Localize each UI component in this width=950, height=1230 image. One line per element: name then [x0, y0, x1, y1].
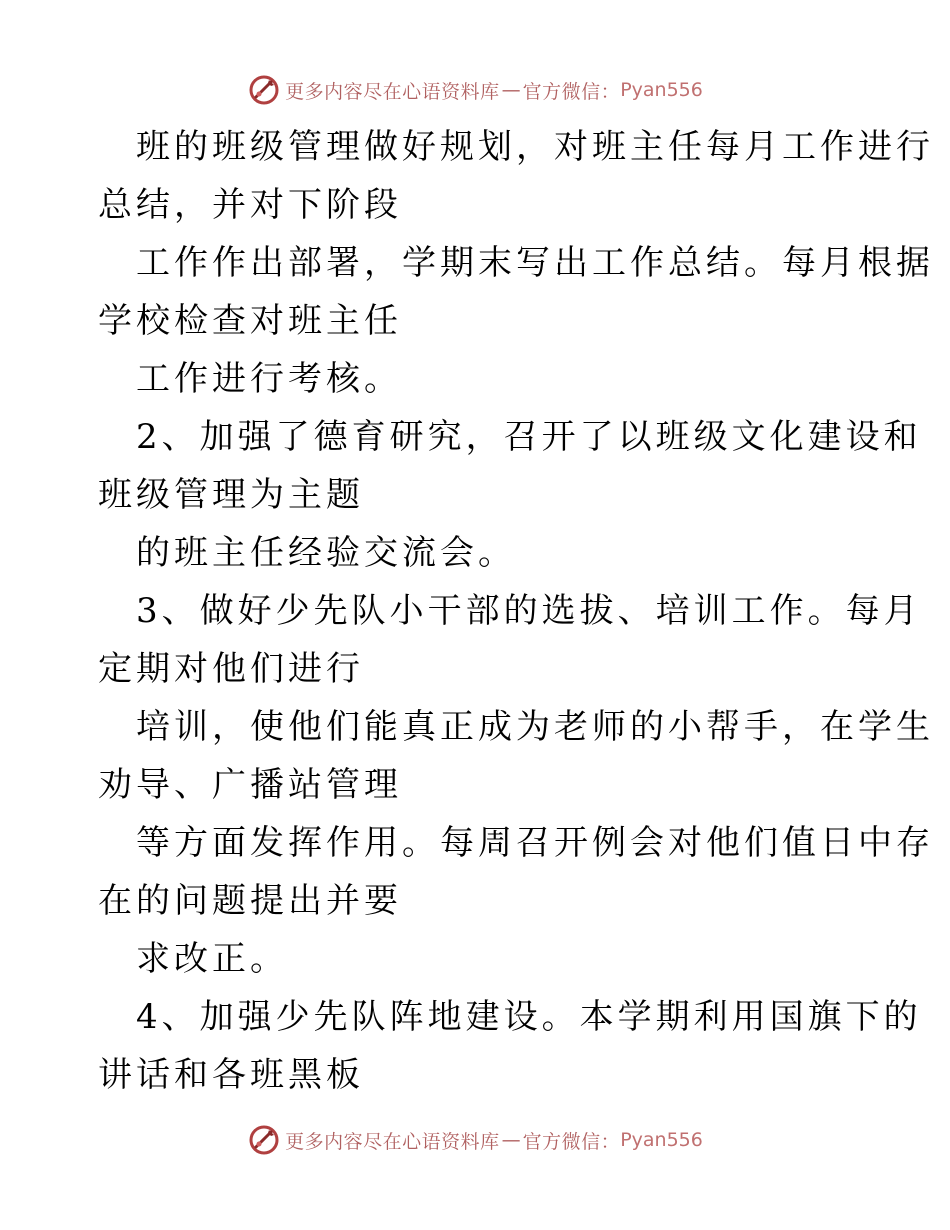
text-line: 在的问题提出并要	[98, 881, 402, 921]
watermark-wechat-label: 官方微信：	[522, 80, 621, 103]
text-line: 培训，使他们能真正成为老师的小帮手，在学生	[136, 707, 934, 747]
text-line: 的班主任经验交流会。	[136, 533, 516, 573]
text-line: 学校检查对班主任	[98, 301, 402, 341]
text-line: 等方面发挥作用。每周召开例会对他们值日中存	[136, 823, 934, 863]
text-line: 讲话和各班黑板	[98, 1055, 364, 1095]
watermark-brand: 更多内容尽在心语资料库	[285, 80, 500, 103]
watermark-dash: —	[501, 1129, 521, 1151]
text-line: 定期对他们进行	[98, 649, 364, 689]
text-line: 班的班级管理做好规划，对班主任每月工作进行	[136, 127, 934, 167]
document-body	[98, 118, 934, 1104]
watermark-wechat-id: Pyan556	[620, 1129, 703, 1151]
text-line: 求改正。	[136, 939, 288, 979]
watermark-wechat-id: Pyan556	[620, 79, 703, 101]
pen-swirl-logo-icon	[247, 1123, 281, 1157]
text-line: 4、加强少先队阵地建设。本学期利用国旗下的	[136, 997, 922, 1037]
watermark-dash: —	[501, 79, 521, 101]
text-line: 劝导、广播站管理	[98, 765, 402, 805]
text-line: 3、做好少先队小干部的选拔、培训工作。每月	[136, 591, 922, 631]
header-watermark	[0, 70, 950, 110]
text-line: 总结，并对下阶段	[98, 185, 402, 225]
text-line: 工作作出部署，学期末写出工作总结。每月根据	[136, 243, 934, 283]
pen-swirl-logo-icon	[247, 73, 281, 107]
text-line: 工作进行考核。	[136, 359, 402, 399]
text-line: 2、加强了德育研究，召开了以班级文化建设和	[136, 417, 922, 457]
watermark-wechat-label: 官方微信：	[522, 1130, 621, 1153]
footer-watermark	[0, 1120, 950, 1160]
watermark-brand: 更多内容尽在心语资料库	[285, 1130, 500, 1153]
text-line: 班级管理为主题	[98, 475, 364, 515]
